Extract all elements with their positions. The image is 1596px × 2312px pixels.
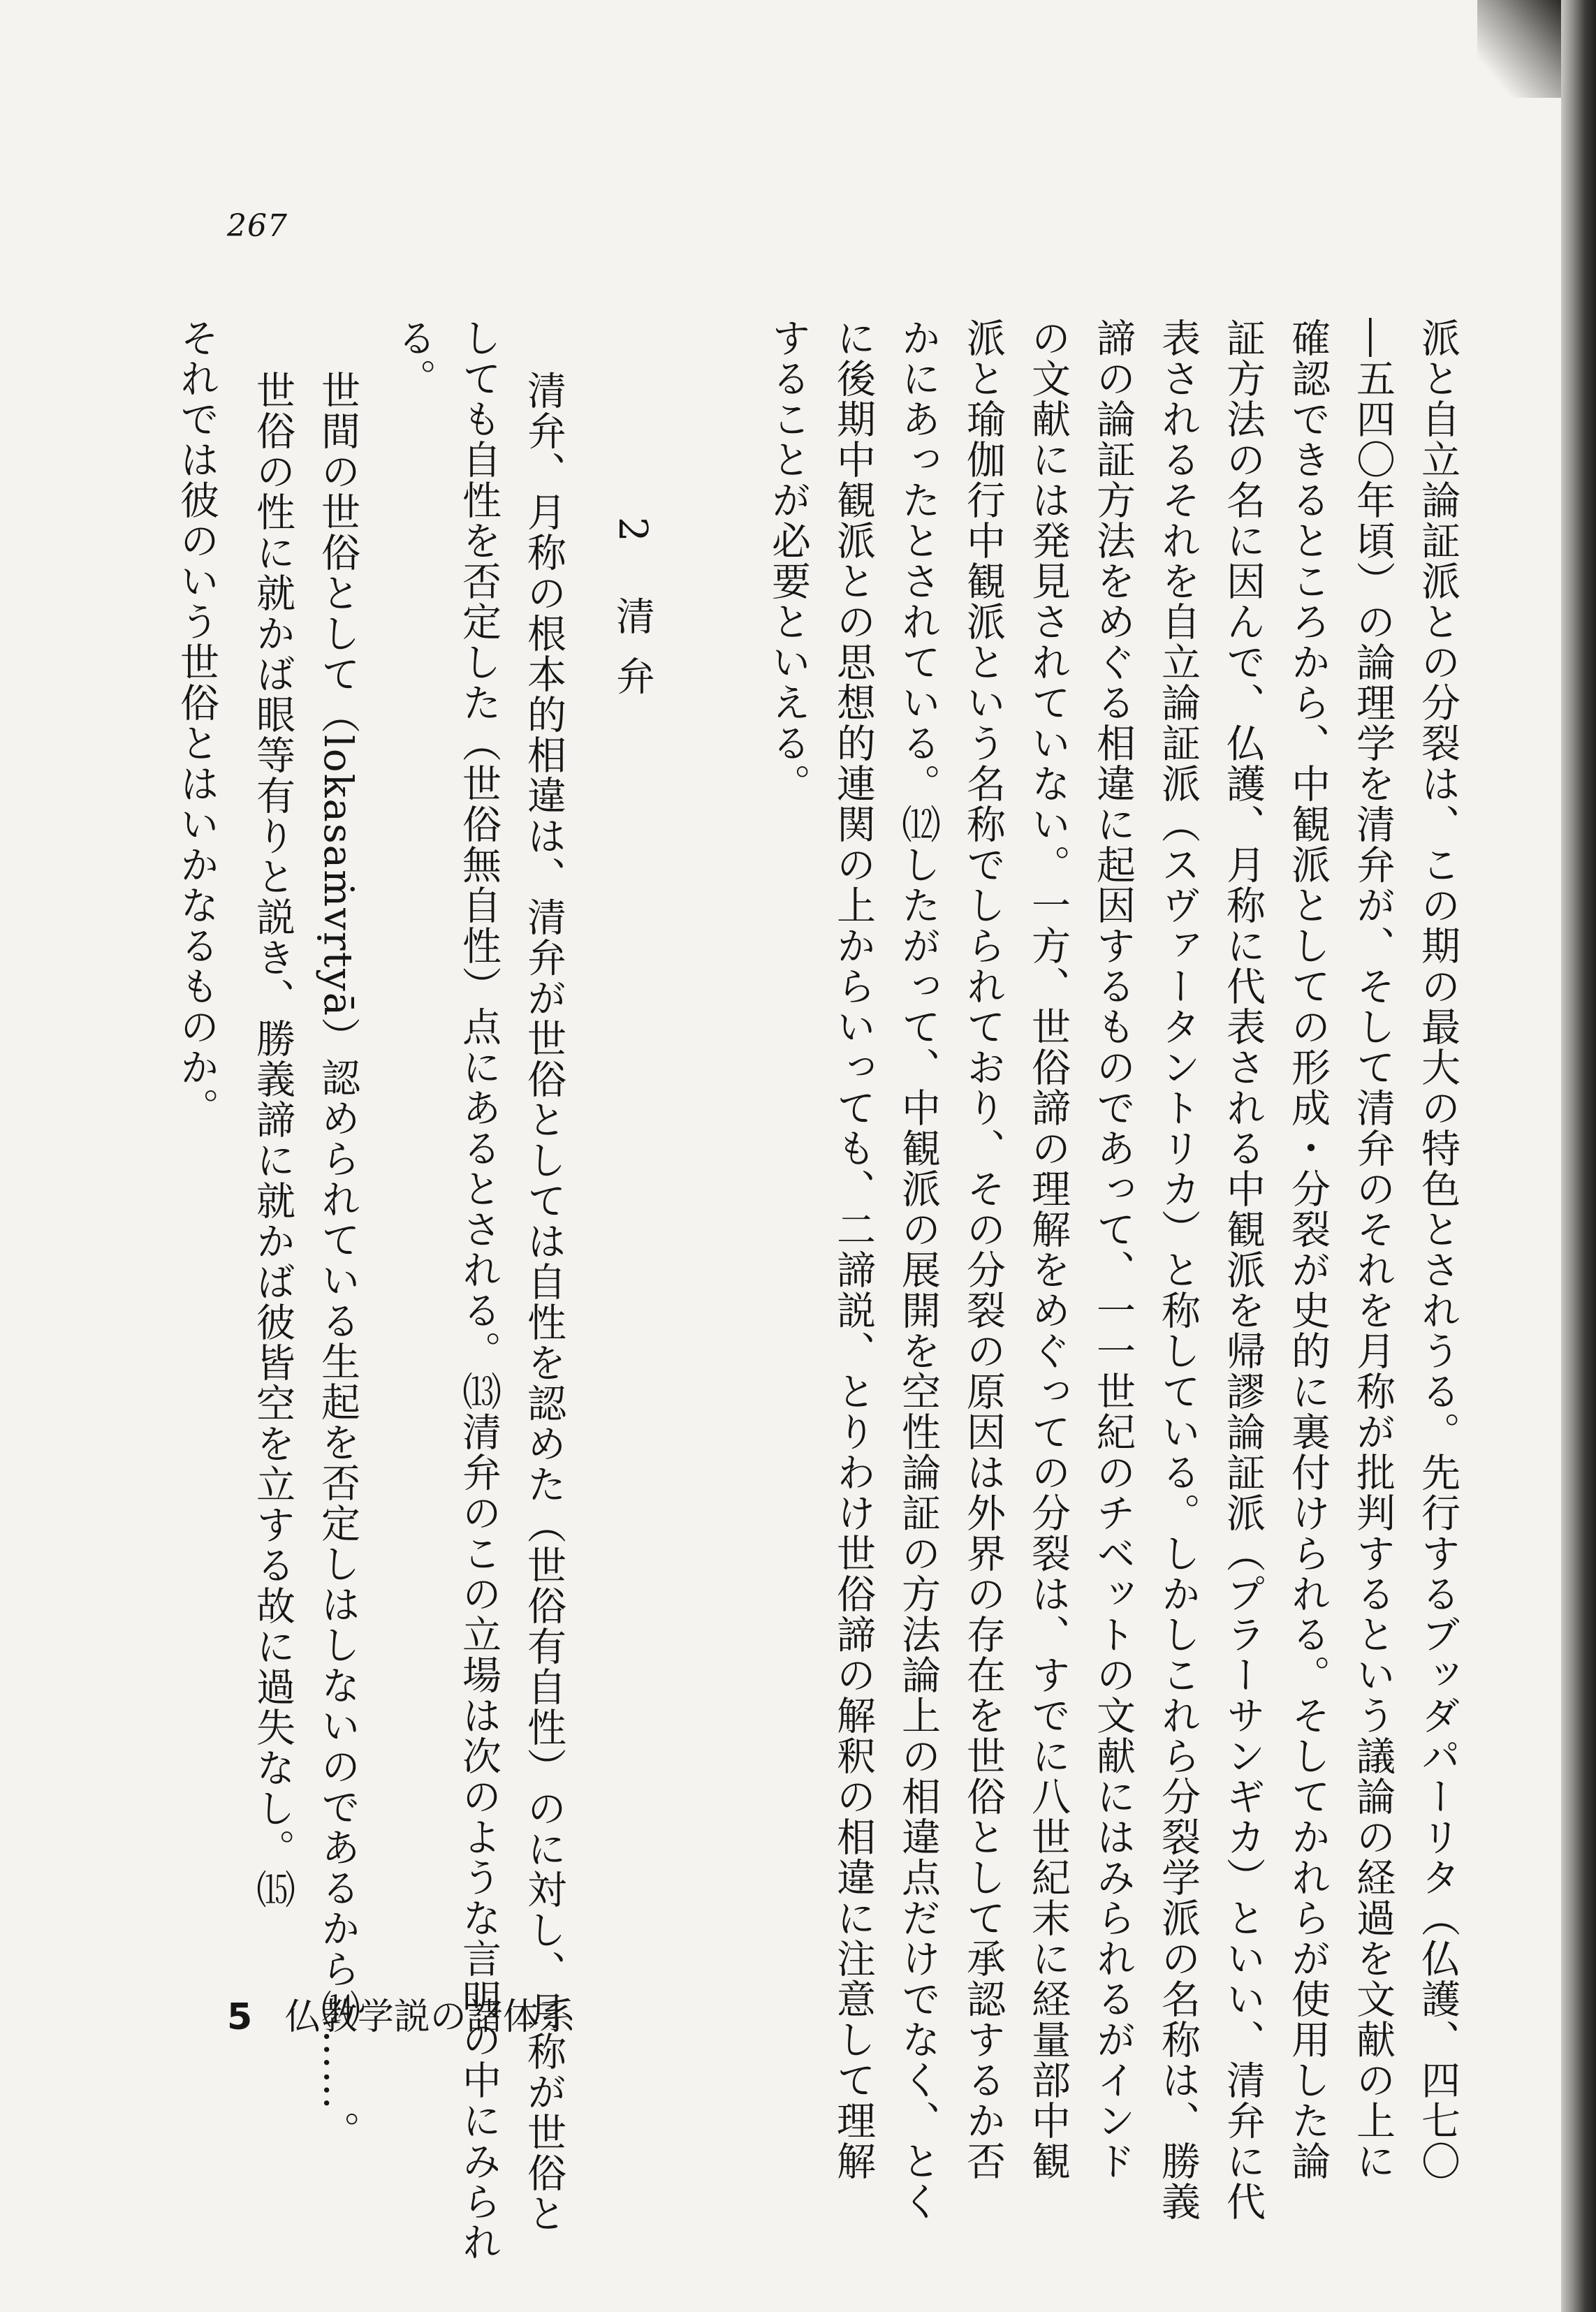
text-line: かにあったとされている。⑿したがって、中観派の展開を空性論証の方法論上の相違点だけでなく、とく xyxy=(895,318,941,2222)
text-line: 諦の論証方法をめぐる相違に起因するものであって、一一世紀のチベットの文献にはみられるがインド xyxy=(1090,318,1136,2181)
section-title: 清弁 xyxy=(610,596,655,717)
chapter-footer xyxy=(227,1987,576,2040)
section-number: 2 xyxy=(610,517,655,563)
chapter-number: 5 xyxy=(227,1996,253,2038)
page-number: 267 xyxy=(227,208,288,244)
section-heading xyxy=(611,517,660,796)
text-line: することが必要といえる。 xyxy=(766,318,811,804)
text-line: 世間の世俗として（lokasaṁvṛtyā）認められている生起を否定しはしないのであるから⒁……。 xyxy=(315,370,360,2152)
text-line: 確認できるところから、中観派としての形成・分裂が史的に裏付けられる。そしてかれらが使用した論 xyxy=(1285,318,1331,2181)
text-line: る。 xyxy=(391,318,437,399)
scan-shadow-top xyxy=(1477,0,1561,98)
text-line: ―五四〇年頃）の論理学を清弁が、そして清弁のそれを月称が批判するという議論の経過を文献の上に xyxy=(1350,318,1396,2181)
text-line: それでは彼のいう世俗とはいかなるものか。 xyxy=(174,318,219,1128)
text-line: 表されるそれを自立論証派（スヴァータントリカ）と称している。しかしこれら分裂学派の名称は、勝義 xyxy=(1155,318,1201,2222)
text-line: 世俗の性に就かば眼等有りと説き、勝義諦に就かば彼皆空を立する故に過失なし。⒂ xyxy=(250,370,295,1910)
text-line: 証方法の名に因んで、仏護、月称に代表される中観派を帰謬論証派（プラーサンギカ）といい、清弁に代 xyxy=(1220,318,1266,2222)
text-line: 清弁、月称の根本的相違は、清弁が世俗としては自性を認めた（世俗有自性）のに対し、月称が世俗と xyxy=(521,370,566,2234)
scan-page-edge xyxy=(1561,0,1596,2312)
chapter-title: 仏教学説の諸体系 xyxy=(284,1996,576,2038)
text-line: の文献には発見されていない。一方、世俗諦の理解をめぐっての分裂は、すでに八世紀末に経量部中観 xyxy=(1025,318,1071,2181)
text-line: 派と自立論証派との分裂は、この期の最大の特色とされうる。先行するブッダパーリタ（仏護、四七〇 xyxy=(1415,318,1460,2181)
text-line: しても自性を否定した（世俗無自性）点にあるとされる。⒀清弁のこの立場は次のような言明の中にみられ xyxy=(456,318,502,2262)
text-line: 派と瑜伽行中観派という名称でしられており、その分裂の原因は外界の存在を世俗として承認するか否 xyxy=(960,318,1006,2181)
text-line: に後期中観派との思想的連関の上からいっても、二諦説、とりわけ世俗諦の解釈の相違に注意して理解 xyxy=(830,318,876,2181)
